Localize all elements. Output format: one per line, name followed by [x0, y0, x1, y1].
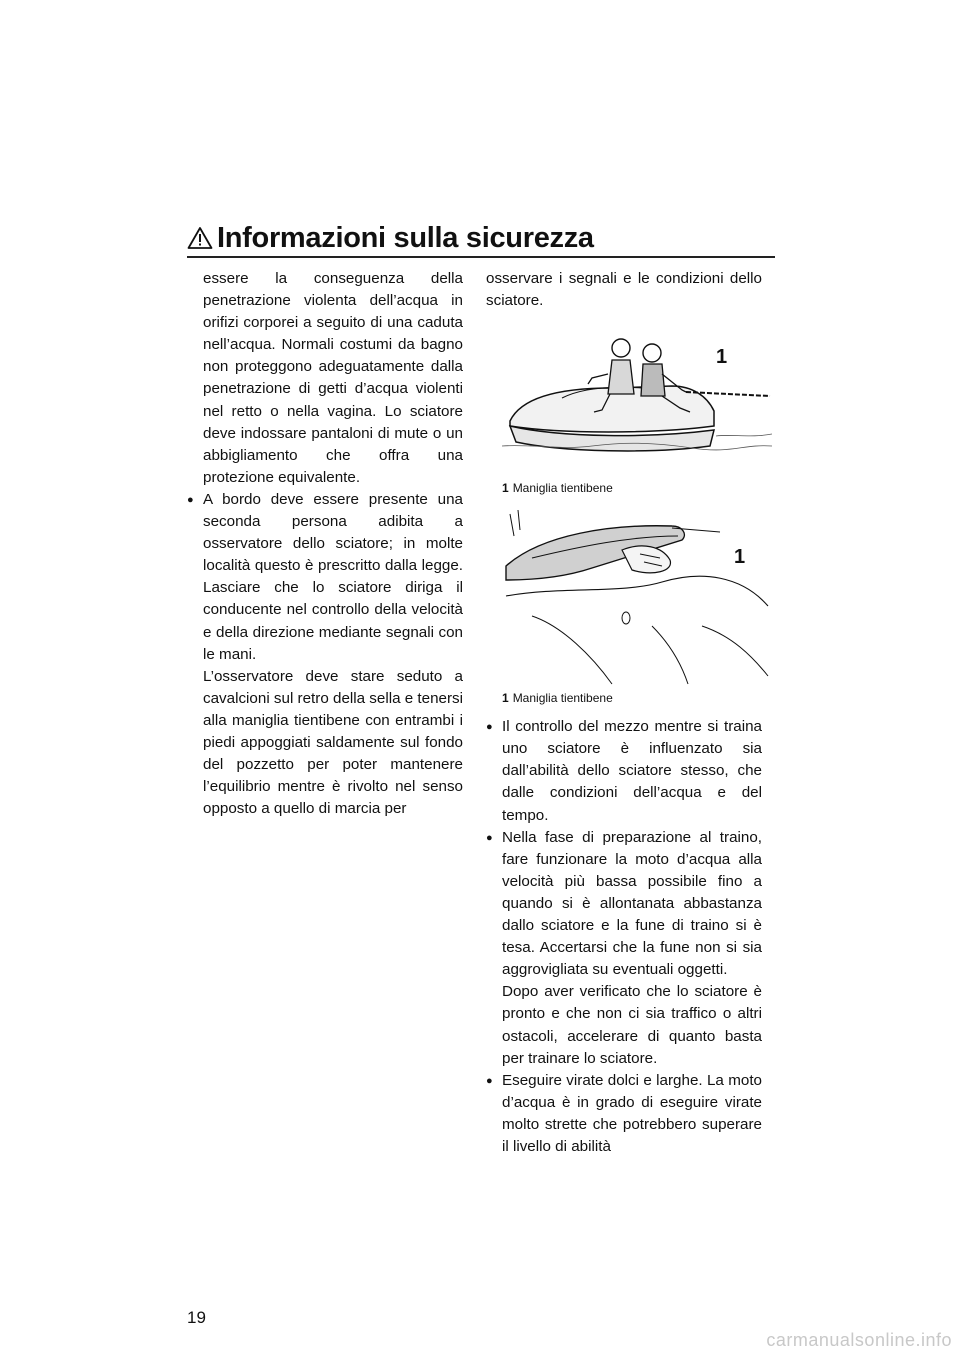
warning-triangle-icon	[187, 226, 213, 250]
figure-grab-handle	[502, 506, 772, 686]
page-number: 19	[187, 1308, 206, 1327]
paragraph-continuation-right: osservare i segnali e le condizioni dello sciatore.	[486, 270, 762, 310]
bullet-observer: ● A bordo deve essere presente una seconda persona adibita a osservatore dello sciatore; in molte località questo è prescritto dalla legge. Lasciare che lo sciatore diriga il conducente nel controllo della velocità e della direzione mediante segnali con le mani.	[187, 489, 463, 666]
paragraph-accelerate: Dopo aver verificato che lo sciatore è pronto e che non ci sia traffico o altri ostacoli, accelerare di quanto basta per trainare lo sciatore.	[502, 983, 762, 1067]
caption-number: 1	[502, 691, 509, 706]
figure-observer-riding	[502, 326, 772, 476]
paragraph-observer-position: L’osservatore deve stare seduto a cavalcioni sul retro della sella e tenersi alla maniglia tientibene con entrambi i piedi appoggiati saldamente sul fondo del pozzetto per poter mantenere l’equilibrio mentre è rivolto nel senso opposto a quello di marcia per	[203, 667, 464, 818]
bullet-conditions: ● Il controllo del mezzo mentre si traina uno sciatore è influenzato sia dall’abilità dello sciatore stesso, che dalle condizioni dell’acqua e del tempo.	[486, 716, 762, 826]
page-title: Informazioni sulla sicurezza	[217, 222, 594, 254]
header-rule	[187, 256, 775, 258]
grab-handle-illustration	[502, 506, 772, 686]
caption-number: 1	[502, 481, 509, 496]
bullet-turns: ● Eseguire virate dolci e larghe. La moto d’acqua è in grado di eseguire virate molto strette che potrebbero superare il livello di abilità	[486, 1070, 762, 1158]
bullet-towing-prep: ● Nella fase di preparazione al traino, fare funzionare la moto d’acqua alla velocità più bassa possibile fino a quando si è allontanata abbastanza dallo sciatore e la fune di traino si è tesa. Accertarsi che la fune non si sia aggrovigliata su eventuali oggetti.	[486, 827, 762, 982]
left-column	[187, 268, 463, 820]
caption-text: Maniglia tientibene	[512, 691, 613, 706]
figure-caption	[502, 480, 762, 496]
figure-callout-label: 1	[716, 346, 728, 369]
figure-caption	[502, 690, 762, 706]
figure-callout-label: 1	[734, 546, 746, 569]
caption-text: Maniglia tientibene	[512, 481, 613, 496]
right-column	[486, 268, 762, 1158]
paragraph-continuation: essere la conseguenza della penetrazione violenta dell’acqua in orifizi corporei a seguito di una caduta nell’acqua. Normali costumi da bagno non proteggono adeguatamente dalla penetrazione di getti d’acqua violenti nel retto o nella vagina. Lo sciatore deve indossare pantaloni di mute o un abbigliamento che offra una protezione equivalente.	[203, 270, 463, 486]
watercraft-riders-illustration	[502, 326, 772, 476]
watermark: carmanualsonline.info	[766, 1330, 952, 1350]
